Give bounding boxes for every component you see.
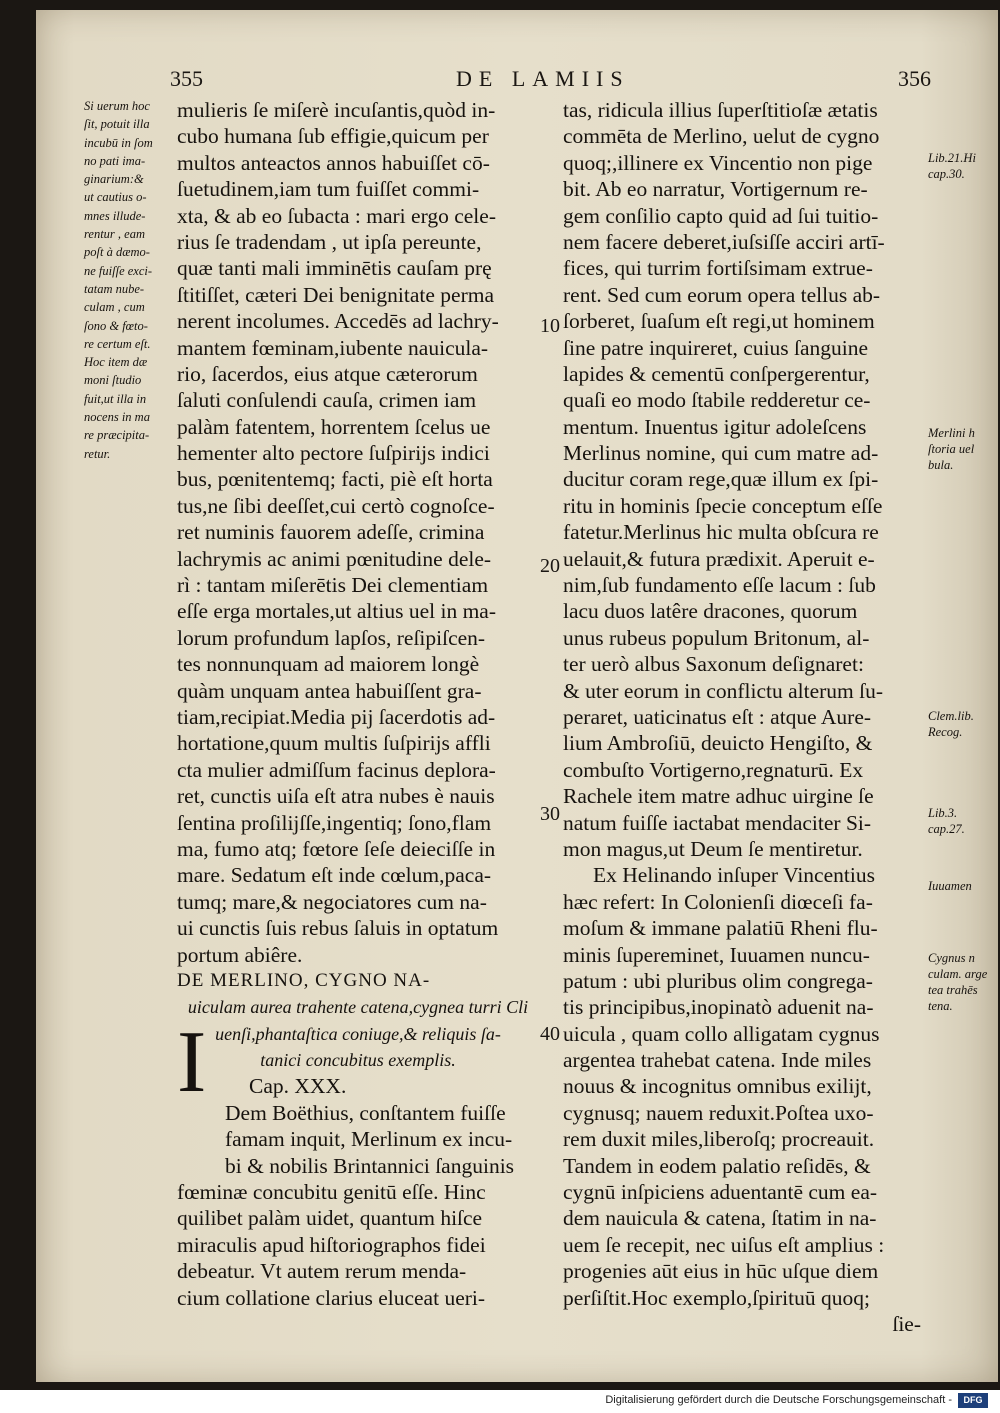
margin-note-line: poſt à dæmo- xyxy=(84,245,150,260)
margin-note-line: Merlini h xyxy=(928,426,975,440)
text-line: ſorberet, ſuaſum eſt regi,ut hominem xyxy=(563,309,875,334)
text-line: cium collatione clarius eluceat ueri- xyxy=(177,1285,486,1310)
text-line: nim,ſub fundamento eſſe lacum : ſub xyxy=(563,573,876,598)
line-number: 10 xyxy=(540,315,560,337)
text-line: commēta de Merlino, uelut de cygno xyxy=(563,124,880,149)
text-line: ſentina proſilijſſe,ingentiq; ſono,flam xyxy=(177,810,492,835)
text-line: ret numinis fauorem adeſſe, crimina xyxy=(177,520,485,545)
right-text-column xyxy=(563,97,927,1337)
running-header xyxy=(0,66,1000,100)
text-line: progenies aūt eius in hūc uſque diem xyxy=(563,1259,879,1284)
text-line: nerent incolumes. Accedēs ad lachry- xyxy=(177,309,499,334)
text-line: tanici concubitus exemplis. xyxy=(260,1050,456,1071)
text-line: hæc refert: In Colonienſi diœceſi fa- xyxy=(563,889,873,914)
text-line: uem ſe recepit, nec uiſus eſt amplius : xyxy=(563,1232,885,1257)
text-line: ſtitiſſet, cæteri Dei benignitate perma xyxy=(177,282,495,307)
text-line: unus rubeus populum Britonum, al- xyxy=(563,625,870,650)
text-line: famam inquit, Merlinum ex incu- xyxy=(225,1127,513,1152)
text-line: rius ſe tradendam , ut ipſa pereunte, xyxy=(177,229,482,254)
margin-note-line: Iuuamen xyxy=(928,879,972,893)
text-line: lacu duos latêre dracones, quorum xyxy=(563,599,858,624)
text-line: hortatione,quum multis ſuſpirijs affli xyxy=(177,731,491,756)
text-line: argentea trahebat catena. Inde miles xyxy=(563,1048,872,1073)
margin-note xyxy=(928,708,1000,740)
text-line: ſie- xyxy=(892,1311,921,1336)
text-line: rem duxit miles,liberoſq; procreauit. xyxy=(563,1127,875,1152)
text-line: moſum & immane palatiū Rheni flu- xyxy=(563,916,878,941)
text-line: peraret, uaticinatus eſt : atque Aure- xyxy=(563,704,872,729)
margin-note-line: no pati ima- xyxy=(84,153,146,168)
dfg-logo: DFG xyxy=(958,1393,988,1408)
margin-note-line: fuit,ut illa in xyxy=(84,391,147,406)
text-line: quaſi eo modo ſtabile redderetur ce- xyxy=(563,388,871,413)
text-line: tis principibus,inopinatò aduenit na- xyxy=(563,995,874,1020)
text-line: mare. Sedatum eſt inde cœlum,paca- xyxy=(177,863,492,888)
text-line: mantem fœminam,iubente nauicula- xyxy=(177,335,489,360)
text-line: cygnū inſpiciens aduentantē cum ea- xyxy=(563,1180,878,1205)
text-line: ſuetudinem,iam tum fuiſſet commi- xyxy=(177,177,480,202)
text-line: mon magus,ut Deum ſe mentiretur. xyxy=(563,836,863,861)
drop-capital: I xyxy=(177,1014,207,1111)
text-line: multos anteactos annos habuiſſet cō- xyxy=(177,150,490,175)
margin-note xyxy=(928,950,1000,1014)
text-line: Dem Boëthius, conſtantem fuiſſe xyxy=(225,1100,506,1125)
text-line: nem facere deberet,iuſsiſſe acciri artī- xyxy=(563,229,885,254)
text-line: bi & nobilis Brintannici ſanguinis xyxy=(225,1153,515,1178)
margin-note-line: ginarium:& xyxy=(84,172,144,187)
text-line: bus, pœnitentemq; facti, piè eſt horta xyxy=(177,467,493,492)
text-line: quoq;,illinere ex Vincentio non pige xyxy=(563,150,873,175)
text-line: natum fuiſſe iactabat mendaciter Si- xyxy=(563,810,872,835)
text-line: ui cunctis ſuis rebus ſaluis in optatum xyxy=(177,916,499,941)
footer-credit: Digitalisierung gefördert durch die Deutsche Forschungsgemeinschaft - xyxy=(605,1394,952,1406)
text-line: eſſe erga mortales,ut altius uel in ma- xyxy=(177,599,497,624)
margin-note-line: Recog. xyxy=(928,725,963,739)
text-line: uenſi,phantaſtica coniuge,& reliquis ſa- xyxy=(215,1023,501,1044)
text-line: xta, & ab eo ſubacta : mari ergo cele- xyxy=(177,203,496,228)
margin-note xyxy=(928,878,1000,894)
text-line: rent. Sed cum eorum opera tellus ab- xyxy=(563,282,881,307)
running-title: DE LAMIIS xyxy=(456,66,630,91)
text-line: rio, ſacerdos, eius atque cæterorum xyxy=(177,361,478,386)
margin-note-line: mnes illude- xyxy=(84,208,146,223)
margin-note-line: Lib.3. xyxy=(928,806,958,820)
text-line: cygnusq; nauem reduxit.Poſtea uxo- xyxy=(563,1100,874,1125)
text-line: debeatur. Vt autem rerum menda- xyxy=(177,1259,467,1284)
margin-note-line: Si uerum hoc xyxy=(84,99,150,113)
text-line: Cap. XXX. xyxy=(249,1074,347,1099)
text-line: fatetur.Merlinus hic multa obſcura re xyxy=(563,520,879,545)
text-line: ter uerò albus Saxonum deſignaret: xyxy=(563,652,864,677)
text-line: tes nonnunquam ad maiorem longè xyxy=(177,652,480,677)
text-line: ritu in hominis ſpecie conceptum eſſe xyxy=(563,493,883,518)
line-number: 30 xyxy=(540,803,560,825)
text-line: rì : tantam miſerētis Dei clementiam xyxy=(177,573,489,598)
margin-note-line: tea trahēs xyxy=(928,983,978,997)
margin-note-line: incubū in ſom xyxy=(84,135,153,150)
margin-note-line: cap.27. xyxy=(928,822,965,836)
text-line: miraculis apud hiſtoriographos fidei xyxy=(177,1232,486,1257)
margin-note-line: ſono & fœto- xyxy=(84,318,148,333)
margin-note-line: ſit, potuit illa xyxy=(84,117,150,132)
text-line: uiculam aurea trahente catena,cygnea turri Cli xyxy=(187,997,529,1018)
text-line: lapides & cementū conſpergerentur, xyxy=(563,361,870,386)
margin-note-line: ut cautius o- xyxy=(84,190,147,205)
text-line: lorum profundum lapſos, reſipiſcen- xyxy=(177,625,486,650)
margin-note-line: bula. xyxy=(928,458,954,472)
text-line: cubo humana ſub effigie,quicum per xyxy=(177,124,489,149)
text-line: fices, qui turrim fortiſsimam extrue- xyxy=(563,256,873,281)
text-line: gem conſilio capto quid ad ſui tuitio- xyxy=(563,203,879,228)
text-line: palàm fatentem, horrentem ſcelus ue xyxy=(177,414,491,439)
text-line: combuſto Vortigerno,regnaturū. Ex xyxy=(563,757,864,782)
text-line: quilibet palàm uidet, quantum hiſce xyxy=(177,1206,483,1231)
left-margin-note xyxy=(84,97,176,463)
margin-note-line: culam. arge xyxy=(928,967,988,981)
margin-note-line: culam , cum xyxy=(84,300,145,315)
page-number-right: 356 xyxy=(898,66,931,91)
text-line: dem nauicula & catena, ſtatim in na- xyxy=(563,1206,877,1231)
margin-note-line: Cygnus n xyxy=(928,951,975,965)
margin-note xyxy=(928,150,1000,182)
digitization-footer xyxy=(0,1390,1000,1413)
text-line: Tandem in eodem palatio reſidēs, & xyxy=(563,1153,871,1178)
margin-note-line: moni ſtudio xyxy=(84,373,142,388)
text-line: Rachele item matre adhuc uirgine ſe xyxy=(563,784,874,809)
text-line: hementer alto pectore ſuſpirijs indici xyxy=(177,441,490,466)
margin-note xyxy=(928,805,1000,837)
line-number: 20 xyxy=(540,555,560,577)
margin-note-line: tatam nube- xyxy=(84,281,145,296)
line-number: 40 xyxy=(540,1023,560,1045)
text-line: tus,ne ſibi deeſſet,cui certò cognoſce- xyxy=(177,493,495,518)
text-line: ſaluti conſulendi cauſa, crimen iam xyxy=(177,388,477,413)
text-line: Ex Helinando inſuper Vincentius xyxy=(593,863,875,888)
text-line: nouus & incognitus omnibus exilijt, xyxy=(563,1074,872,1099)
margin-note-line: retur. xyxy=(84,446,111,461)
text-line: perſiſtit.Hoc exemplo,ſpirituū quoq; xyxy=(563,1285,870,1310)
text-line: minis ſupereminet, Iuuamen nuncu- xyxy=(563,942,870,967)
margin-note-line: re præcipita- xyxy=(84,428,150,443)
margin-note-line: Hoc item dæ xyxy=(84,355,148,370)
text-line: tiam,recipiat.Media pij ſacerdotis ad- xyxy=(177,704,496,729)
text-line: cta mulier admiſſum facinus deplora- xyxy=(177,757,496,782)
text-line: tumq; mare,& negociatores cum na- xyxy=(177,889,487,914)
text-line: quæ tanti mali imminētis cauſam prę xyxy=(177,256,492,281)
margin-note-line: ſtoria uel xyxy=(928,442,975,456)
text-line: Merlinus nomine, qui cum matre ad- xyxy=(563,441,879,466)
text-line: fœminæ concubitu genitū eſſe. Hinc xyxy=(177,1180,486,1205)
text-line: DE MERLINO, CYGNO NA- xyxy=(177,969,431,991)
text-line: mulieris ſe miſerè incuſantis,quòd in- xyxy=(177,98,496,122)
left-text-column xyxy=(177,97,539,1311)
text-line: portum abiêre. xyxy=(177,942,303,967)
text-line: lium Ambroſiū, deuicto Hengiſto, & xyxy=(563,731,873,756)
text-line: uicula , quam collo alligatam cygnus xyxy=(563,1021,880,1046)
margin-note-line: tena. xyxy=(928,999,953,1013)
text-line: ma, fumo atq; fœtore ſeſe deieciſſe in xyxy=(177,836,496,861)
text-line: ret, cunctis uiſa eſt atra nubes è nauis xyxy=(177,784,495,809)
text-line: tas, ridicula illius ſuperſtitioſæ ætatis xyxy=(563,98,878,122)
text-line: uelauit,& futura prædixit. Aperuit e- xyxy=(563,546,875,571)
text-line: lachrymis ac animi pœnitudine dele- xyxy=(177,546,492,571)
margin-note-line: re certum eſt. xyxy=(84,336,151,351)
margin-note-line: cap.30. xyxy=(928,167,965,181)
margin-note-line: Clem.lib. xyxy=(928,709,974,723)
margin-note-line: rentur , eam xyxy=(84,227,145,242)
text-line: ducitur coram rege,quæ illum ex ſpi- xyxy=(563,467,879,492)
margin-note xyxy=(928,425,1000,473)
text-line: & uter eorum in conflictu alterum ſu- xyxy=(563,678,884,703)
margin-note-line: Lib.21.Hi xyxy=(928,151,976,165)
margin-note-line: ne fuiſſe exci- xyxy=(84,263,153,278)
text-line: bit. Ab eo narratur, Vortigernum re- xyxy=(563,177,868,202)
margin-note-line: nocens in ma xyxy=(84,410,150,425)
page-number-left: 355 xyxy=(170,66,203,91)
text-line: patum : ubi pluribus olim congrega- xyxy=(563,968,873,993)
text-line: quàm unquam antea habuiſſent gra- xyxy=(177,678,482,703)
text-line: ſine patre inquireret, cuius ſanguine xyxy=(563,335,869,360)
text-line: mentum. Inuentus igitur adoleſcens xyxy=(563,414,867,439)
